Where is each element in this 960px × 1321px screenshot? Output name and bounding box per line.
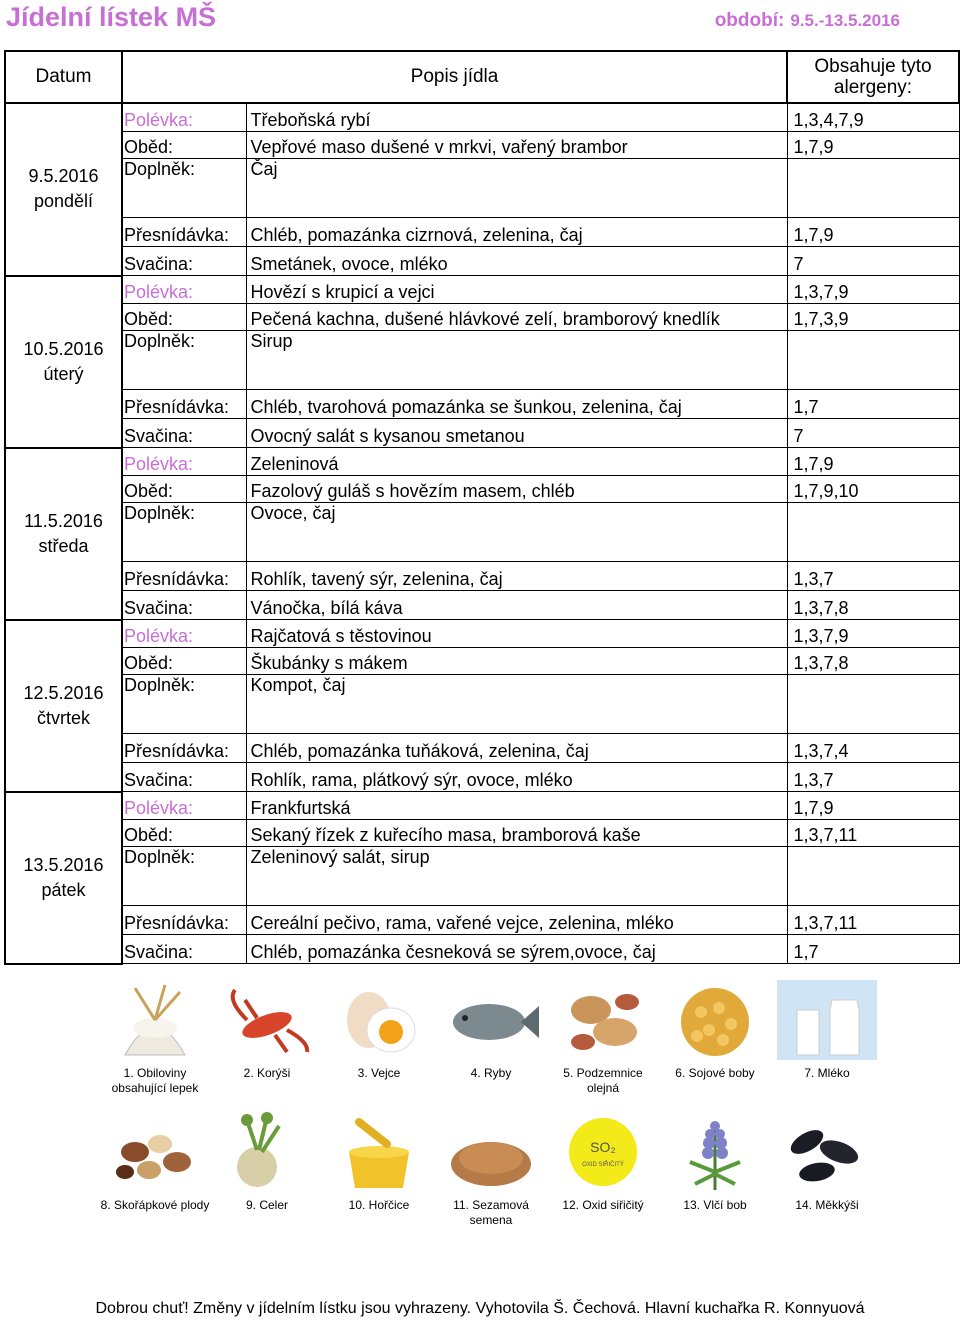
- day-cell: [5, 620, 122, 792]
- meal-allergens: 1,3,7,4: [793, 741, 849, 761]
- meal-label: Polévka:: [124, 282, 194, 302]
- meal-label-cell: [122, 132, 246, 159]
- meal-allergens: 1,7,9: [793, 454, 834, 474]
- table-row: [5, 103, 959, 132]
- meal-label-cell: [122, 675, 246, 734]
- allergen-item: [100, 1112, 210, 1213]
- meal-label-cell: [122, 304, 246, 331]
- meal-label: Polévka:: [124, 454, 194, 474]
- meal-description: Vánočka, bílá káva: [250, 598, 403, 618]
- meal-label: Svačina:: [124, 254, 194, 274]
- table-row: [5, 503, 959, 562]
- meal-label: Svačina:: [124, 598, 194, 618]
- meal-allergens: 1,3,7,11: [793, 825, 858, 845]
- meal-allergens-cell: [787, 247, 959, 276]
- meal-description: Ovoce, čaj: [250, 503, 336, 523]
- meal-description-cell: [246, 792, 787, 820]
- allergen-item: [772, 980, 882, 1081]
- allergen-item: [324, 980, 434, 1081]
- allergen-item: [660, 1112, 770, 1213]
- meal-label: Doplněk:: [124, 331, 196, 351]
- allergen-name: 1. Obiloviny: [123, 1066, 187, 1080]
- table-row: [5, 390, 959, 419]
- meal-label-cell: [122, 620, 246, 648]
- meal-description-cell: [246, 132, 787, 159]
- table-row: [5, 820, 959, 847]
- allergen-caption: [212, 1066, 322, 1081]
- meal-allergens: 1,7,9: [793, 137, 834, 157]
- meal-label-cell: [122, 820, 246, 847]
- meal-allergens: 7: [793, 426, 804, 446]
- meal-allergens: 7: [793, 254, 804, 274]
- meal-allergens-cell: [787, 448, 959, 476]
- allergen-name-2: semena: [469, 1213, 513, 1227]
- meal-allergens: 1,7: [793, 942, 819, 962]
- meal-allergens-cell: [787, 304, 959, 331]
- meal-allergens: 1,3,7,9: [793, 626, 849, 646]
- meal-label: Oběd:: [124, 653, 174, 673]
- meal-allergens: 1,7,9: [793, 798, 834, 818]
- day-name: pátek: [41, 879, 86, 900]
- allergen-caption: [548, 1066, 658, 1096]
- meal-allergens: 1,7: [793, 397, 819, 417]
- allergen-caption: [212, 1198, 322, 1213]
- soybean-icon: [665, 980, 765, 1060]
- allergen-name: 4. Ryby: [470, 1066, 512, 1080]
- celery-icon: [217, 1112, 317, 1192]
- meal-description: Rajčatová s těstovinou: [250, 626, 432, 646]
- allergen-item: [548, 980, 658, 1096]
- allergen-name: 12. Oxid siřičitý: [562, 1198, 644, 1212]
- meal-allergens-cell: [787, 159, 959, 218]
- meal-description-cell: [246, 476, 787, 503]
- meal-label-cell: [122, 276, 246, 304]
- meal-allergens-cell: [787, 648, 959, 675]
- mussels-icon: [777, 1112, 877, 1192]
- meal-label-cell: [122, 331, 246, 390]
- allergen-name-2: obsahující lepek: [111, 1081, 199, 1095]
- day-date: 11.5.2016: [24, 510, 103, 531]
- grain-icon: [105, 980, 205, 1060]
- table-row: [5, 304, 959, 331]
- allergen-item: [436, 980, 546, 1081]
- allergen-name: 8. Skořápkové plody: [100, 1198, 210, 1212]
- day-cell: [5, 103, 122, 276]
- table-row: [5, 935, 959, 964]
- day-date: 9.5.2016: [28, 166, 99, 187]
- day-cell: [5, 448, 122, 620]
- meal-allergens-cell: [787, 276, 959, 304]
- meal-label: Doplněk:: [124, 503, 196, 523]
- table-row: [5, 419, 959, 448]
- meal-allergens-cell: [787, 620, 959, 648]
- meal-description: Chléb, pomazánka česneková se sýrem,ovoce, čaj: [250, 942, 656, 962]
- meal-allergens: 1,3,4,7,9: [793, 110, 864, 130]
- crayfish-icon: [217, 980, 317, 1060]
- meal-description: Smetánek, ovoce, mléko: [250, 254, 448, 274]
- meal-description-cell: [246, 419, 787, 448]
- meal-label: Polévka:: [124, 798, 194, 818]
- meal-label-cell: [122, 792, 246, 820]
- meal-label: Svačina:: [124, 770, 194, 790]
- meal-description: Chléb, pomazánka tuňáková, zelenina, čaj: [250, 741, 589, 761]
- meal-description: Čaj: [250, 159, 278, 179]
- meal-allergens-cell: [787, 935, 959, 964]
- allergen-caption: [324, 1066, 434, 1081]
- allergen-legend: [100, 980, 900, 1240]
- page-title: Jídelní lístek MŠ: [6, 2, 217, 32]
- meal-description: Zeleninová: [250, 454, 339, 474]
- allergen-item: [660, 980, 770, 1081]
- day-name: úterý: [43, 363, 84, 384]
- meal-allergens-cell: [787, 906, 959, 935]
- allergen-name: 11. Sezamová: [453, 1198, 529, 1212]
- meal-label-cell: [122, 419, 246, 448]
- header-description: Popis jídla: [122, 51, 787, 103]
- meal-allergens-cell: [787, 218, 959, 247]
- meal-label-cell: [122, 734, 246, 763]
- meal-description: Ovocný salát s kysanou smetanou: [250, 426, 525, 446]
- meal-label: Doplněk:: [124, 847, 196, 867]
- meal-description: Chléb, tvarohová pomazánka se šunkou, zelenina, čaj: [250, 397, 682, 417]
- allergen-name: 9. Celer: [245, 1198, 289, 1212]
- meal-label-cell: [122, 448, 246, 476]
- allergen-name: 14. Měkkýši: [795, 1198, 859, 1212]
- table-row: [5, 591, 959, 620]
- fish-icon: [441, 980, 541, 1060]
- meal-label-cell: [122, 906, 246, 935]
- table-row: [5, 734, 959, 763]
- allergen-item: [212, 1112, 322, 1213]
- meal-allergens: 1,7,9,10: [793, 481, 859, 501]
- table-row: [5, 159, 959, 218]
- meal-allergens-cell: [787, 419, 959, 448]
- meal-label-cell: [122, 103, 246, 132]
- allergen-name: 13. Vlčí bob: [683, 1198, 747, 1212]
- day-cell: [5, 792, 122, 964]
- table-row: [5, 276, 959, 304]
- meal-description: Chléb, pomazánka cizrnová, zelenina, čaj: [250, 225, 583, 245]
- meal-allergens-cell: [787, 476, 959, 503]
- meal-description-cell: [246, 675, 787, 734]
- meal-description-cell: [246, 448, 787, 476]
- meal-description-cell: [246, 591, 787, 620]
- meal-description-cell: [246, 503, 787, 562]
- table-row: [5, 132, 959, 159]
- sesame-icon: [441, 1112, 541, 1192]
- day-name: středa: [38, 535, 89, 556]
- allergen-name: 5. Podzemnice: [563, 1066, 643, 1080]
- meal-description: Hovězí s krupicí a vejci: [250, 282, 435, 302]
- table-row: [5, 792, 959, 820]
- meal-description: Škubánky s mákem: [250, 653, 408, 673]
- meal-label-cell: [122, 503, 246, 562]
- meal-description: Vepřové maso dušené v mrkvi, vařený brambor: [250, 137, 628, 157]
- meal-allergens: 1,3,7,8: [793, 653, 849, 673]
- meal-label-cell: [122, 847, 246, 906]
- meal-description-cell: [246, 935, 787, 964]
- meal-allergens-cell: [787, 331, 959, 390]
- meal-allergens-cell: [787, 503, 959, 562]
- meal-label: Oběd:: [124, 481, 174, 501]
- meal-allergens-cell: [787, 103, 959, 132]
- allergen-name: 2. Korýši: [243, 1066, 291, 1080]
- meal-description: Frankfurtská: [250, 798, 351, 818]
- meal-description-cell: [246, 763, 787, 792]
- table-row: [5, 476, 959, 503]
- meal-allergens: 1,3,7,11: [793, 913, 858, 933]
- meal-label: Polévka:: [124, 110, 194, 130]
- footer-note: Dobrou chuť! Změny v jídelním lístku jsou vyhrazeny. Vyhotovila Š. Čechová. Hlavní kuchařka R. Konnyuová: [95, 1300, 865, 1317]
- allergen-caption: [660, 1066, 770, 1081]
- allergen-caption: [660, 1198, 770, 1213]
- allergen-caption: [100, 1198, 210, 1213]
- meal-description: Fazolový guláš s hovězím masem, chléb: [250, 481, 575, 501]
- allergen-caption: [548, 1198, 658, 1213]
- meal-allergens: 1,3,7: [793, 569, 834, 589]
- meal-label-cell: [122, 935, 246, 964]
- allergen-item: [548, 1112, 658, 1213]
- meal-label: Svačina:: [124, 426, 194, 446]
- allergen-caption: [324, 1198, 434, 1213]
- meal-label: Oběd:: [124, 137, 174, 157]
- nuts-icon: [105, 1112, 205, 1192]
- table-row: [5, 763, 959, 792]
- menu-table: [4, 50, 960, 965]
- meal-allergens-cell: [787, 390, 959, 419]
- meal-allergens-cell: [787, 820, 959, 847]
- meal-description-cell: [246, 276, 787, 304]
- milk-icon: [777, 980, 877, 1060]
- sulphur-dioxide-icon: [553, 1112, 653, 1192]
- meal-description-cell: [246, 159, 787, 218]
- meal-description-cell: [246, 820, 787, 847]
- meal-allergens-cell: [787, 792, 959, 820]
- meal-description: Sirup: [250, 331, 293, 351]
- allergen-item: [212, 980, 322, 1081]
- day-date: 12.5.2016: [23, 682, 104, 703]
- lupin-icon: [665, 1112, 765, 1192]
- meal-label: Doplněk:: [124, 675, 196, 695]
- meal-label: Doplněk:: [124, 159, 196, 179]
- meal-description-cell: [246, 103, 787, 132]
- meal-allergens-cell: [787, 132, 959, 159]
- meal-description-cell: [246, 390, 787, 419]
- meal-description-cell: [246, 304, 787, 331]
- meal-label: Přesnídávka:: [124, 569, 230, 589]
- meal-description: Pečená kachna, dušené hlávkové zelí, bramborový knedlík: [250, 309, 720, 329]
- meal-label: Oběd:: [124, 309, 174, 329]
- meal-description: Rohlík, rama, plátkový sýr, ovoce, mléko: [250, 770, 573, 790]
- meal-label-cell: [122, 159, 246, 218]
- table-row: [5, 906, 959, 935]
- meal-label-cell: [122, 763, 246, 792]
- allergen-caption: [772, 1066, 882, 1081]
- meal-allergens-cell: [787, 847, 959, 906]
- table-row: [5, 562, 959, 591]
- meal-allergens: 1,3,7: [793, 770, 834, 790]
- meal-description-cell: [246, 562, 787, 591]
- table-row: [5, 620, 959, 648]
- period-label: období:: [714, 10, 785, 31]
- meal-label: Přesnídávka:: [124, 913, 230, 933]
- allergen-item: [100, 980, 210, 1096]
- meal-description-cell: [246, 620, 787, 648]
- header-date: Datum: [5, 51, 122, 103]
- allergen-caption: [436, 1198, 546, 1228]
- allergen-caption: [772, 1198, 882, 1213]
- table-row: [5, 648, 959, 675]
- meal-allergens-cell: [787, 591, 959, 620]
- day-cell: [5, 276, 122, 448]
- meal-allergens-cell: [787, 763, 959, 792]
- svg-text:SO₂: SO₂: [590, 1139, 616, 1155]
- allergen-name: 6. Sojové boby: [675, 1066, 755, 1080]
- meal-label-cell: [122, 648, 246, 675]
- meal-label: Oběd:: [124, 825, 174, 845]
- allergen-name: 10. Hořčice: [348, 1198, 410, 1212]
- meal-allergens-cell: [787, 675, 959, 734]
- meal-description: Sekaný řízek z kuřecího masa, bramborová kaše: [250, 825, 641, 845]
- meal-description: Zeleninový salát, sirup: [250, 847, 430, 867]
- day-date: 10.5.2016: [23, 338, 104, 359]
- meal-allergens: 1,7,9: [793, 225, 834, 245]
- svg-text:OXID SIŘIČITÝ: OXID SIŘIČITÝ: [582, 1162, 624, 1168]
- period: [715, 10, 900, 32]
- table-row: [5, 218, 959, 247]
- meal-allergens-cell: [787, 562, 959, 591]
- allergen-item: [324, 1112, 434, 1213]
- meal-label: Přesnídávka:: [124, 741, 230, 761]
- table-row: [5, 331, 959, 390]
- table-row: [5, 847, 959, 906]
- meal-description-cell: [246, 648, 787, 675]
- meal-allergens: 1,3,7,8: [793, 598, 849, 618]
- meal-allergens: 1,3,7,9: [793, 282, 849, 302]
- meal-allergens-cell: [787, 734, 959, 763]
- allergen-name: 7. Mléko: [804, 1066, 850, 1080]
- allergen-caption: [100, 1066, 210, 1096]
- meal-description-cell: [246, 218, 787, 247]
- allergen-caption: [436, 1066, 546, 1081]
- meal-description-cell: [246, 331, 787, 390]
- peanut-icon: [553, 980, 653, 1060]
- day-name: pondělí: [33, 191, 94, 212]
- meal-description-cell: [246, 847, 787, 906]
- allergen-name: 3. Vejce: [357, 1066, 401, 1080]
- meal-description: Rohlík, tavený sýr, zelenina, čaj: [250, 569, 503, 589]
- allergen-item: [772, 1112, 882, 1213]
- allergen-item: [436, 1112, 546, 1228]
- table-row: [5, 448, 959, 476]
- header-allergens: Obsahuje tyto alergeny:: [787, 51, 959, 103]
- meal-description-cell: [246, 906, 787, 935]
- meal-allergens: 1,7,3,9: [793, 309, 849, 329]
- table-row: [5, 675, 959, 734]
- meal-label-cell: [122, 390, 246, 419]
- meal-label: Přesnídávka:: [124, 225, 230, 245]
- meal-description-cell: [246, 247, 787, 276]
- meal-label: Polévka:: [124, 626, 194, 646]
- period-dates: 9.5.-13.5.2016: [790, 11, 900, 30]
- meal-description: Kompot, čaj: [250, 675, 346, 695]
- meal-label: Svačina:: [124, 942, 194, 962]
- meal-label: Přesnídávka:: [124, 397, 230, 417]
- day-date: 13.5.2016: [23, 854, 104, 875]
- table-row: [5, 247, 959, 276]
- meal-description-cell: [246, 734, 787, 763]
- meal-label-cell: [122, 247, 246, 276]
- meal-label-cell: [122, 476, 246, 503]
- meal-label-cell: [122, 591, 246, 620]
- meal-description: Třeboňská rybí: [250, 110, 371, 130]
- egg-icon: [329, 980, 429, 1060]
- meal-label-cell: [122, 218, 246, 247]
- meal-description: Cereální pečivo, rama, vařené vejce, zelenina, mléko: [250, 913, 674, 933]
- allergen-name-2: olejná: [586, 1081, 620, 1095]
- meal-label-cell: [122, 562, 246, 591]
- day-name: čtvrtek: [36, 707, 90, 728]
- mustard-icon: [329, 1112, 429, 1192]
